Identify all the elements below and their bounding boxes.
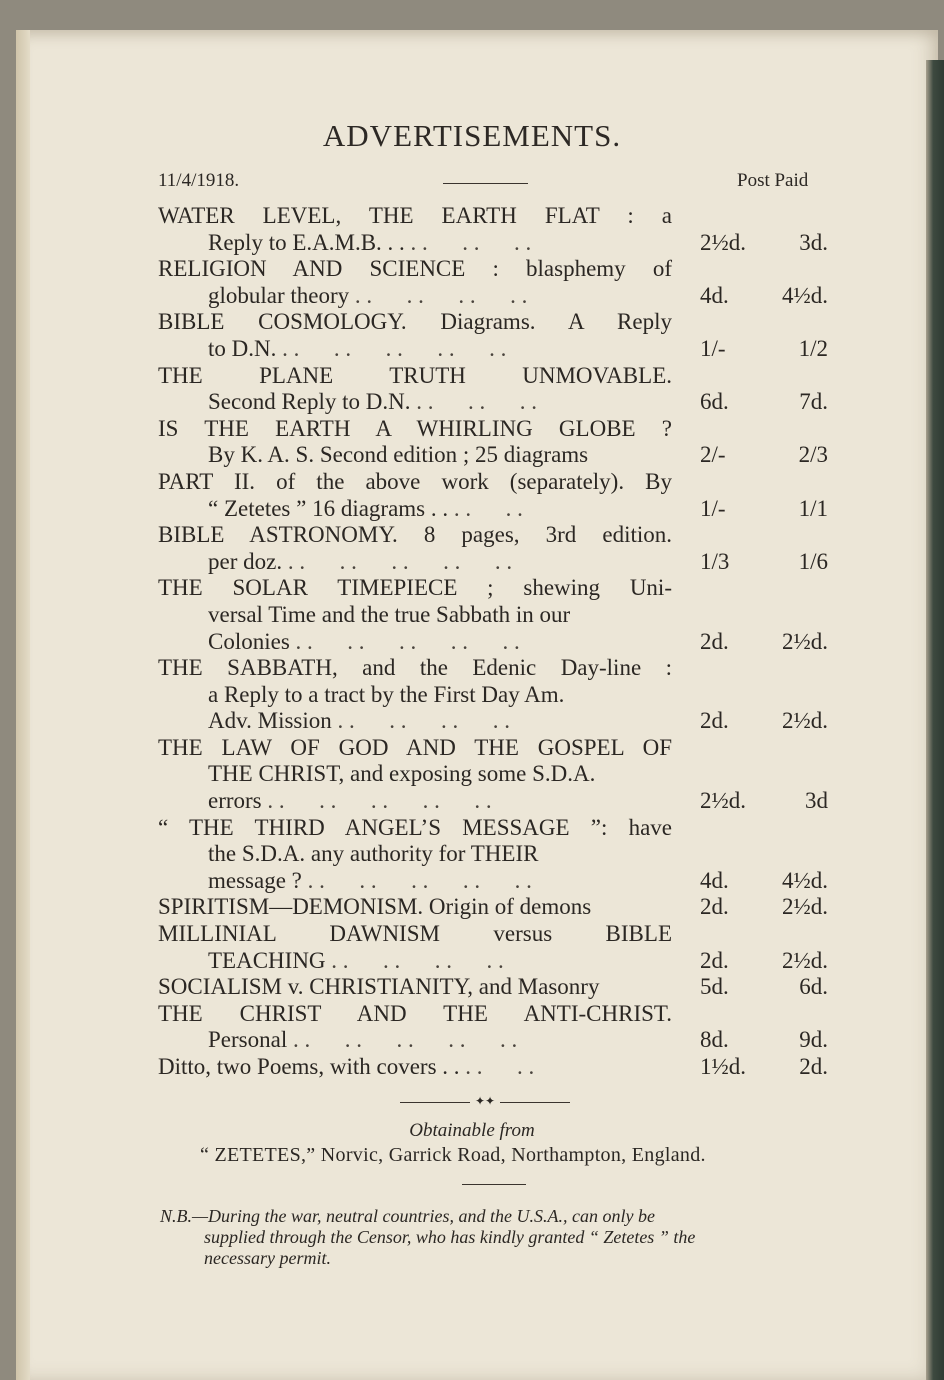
- list-item: [158, 469, 848, 522]
- entry-last-line: [158, 389, 848, 416]
- entry-title-line: IS THE EARTH A WHIRLING GLOBE ?: [158, 415, 672, 441]
- entry-text: “ Zetetes ” 16 diagrams . .: [208, 495, 449, 521]
- nb-line-2: supplied through the Censor, who has kindly granted “ Zetetes ” the: [204, 1227, 696, 1247]
- price: 1/-: [700, 495, 726, 521]
- entry-title-line: THE SABBATH, and the Edenic Day-line :: [158, 655, 672, 681]
- entry-title-line: PART II. of the above work (separately). By: [158, 468, 672, 494]
- leader-dots: . . . .: [465, 1054, 535, 1079]
- price: 2½d.: [700, 788, 746, 814]
- price: 1½d.: [700, 1054, 746, 1079]
- list-item: [158, 522, 848, 575]
- entry-title-line: MILLINIAL DAWNISM versus BIBLE: [158, 921, 672, 947]
- leader-dots: . . . . . . . . . .: [287, 548, 513, 574]
- entry-last-line: [158, 974, 848, 1001]
- price: 4d.: [700, 282, 729, 308]
- ornament-icon: ✦✦: [470, 1094, 500, 1109]
- entry-text: By K. A. S. Second edition ; 25 diagrams: [208, 442, 589, 468]
- leader-dots: . . . . . . . .: [337, 708, 510, 734]
- entry-text: Reply to E.A.M.B. . .: [208, 229, 405, 255]
- price: 2d.: [700, 628, 729, 654]
- entry-title-line: THE CHRIST, and exposing some S.D.A.: [208, 761, 596, 787]
- list-item: [158, 974, 848, 1001]
- post-paid-price: 1/6: [798, 548, 828, 574]
- price: 2/-: [700, 442, 726, 468]
- publisher-address: “ ZETETES,” Norvic, Garrick Road, Northampton, England.: [200, 1144, 706, 1166]
- leader-dots: . . . . . .: [410, 229, 532, 255]
- price: 1/3: [700, 548, 730, 574]
- list-item: [158, 655, 848, 735]
- price: 5d.: [700, 974, 729, 1000]
- post-paid-price: 4½d.: [782, 867, 828, 893]
- post-paid-price: 1/1: [798, 495, 828, 521]
- nb-line-3: necessary permit.: [204, 1248, 331, 1268]
- entry-title-line: THE LAW OF GOD AND THE GOSPEL OF: [158, 734, 672, 760]
- post-paid-price: 2/3: [798, 442, 828, 468]
- obtainable-from-label: Obtainable from: [409, 1120, 535, 1141]
- entry-title-line: THE SOLAR TIMEPIECE ; shewing Uni-: [158, 575, 672, 601]
- entry-last-line: [158, 788, 848, 815]
- price: 8d.: [700, 1027, 729, 1053]
- list-item: [158, 815, 848, 895]
- list-item: [158, 894, 848, 921]
- post-paid-price: 1/2: [798, 335, 828, 361]
- post-paid-price: 6d.: [799, 974, 828, 1000]
- entry-title-line: “ THE THIRD ANGEL’S MESSAGE ”: have: [158, 814, 672, 840]
- entry-last-line: [158, 336, 848, 363]
- leader-dots: . . . . . . . .: [331, 947, 504, 973]
- list-item: [158, 203, 848, 256]
- entry-text: Ditto, two Poems, with covers . .: [158, 1054, 460, 1079]
- list-item: [158, 309, 848, 362]
- entry-title-line: the S.D.A. any authority for THEIR: [208, 841, 539, 867]
- entry-last-line: [158, 1054, 848, 1081]
- entry-text: SOCIALISM v. CHRISTIANITY, and Masonry: [158, 974, 600, 1000]
- entry-title-line: THE CHRIST AND THE ANTI-CHRIST.: [158, 1000, 672, 1026]
- entry-last-line: [158, 442, 848, 469]
- entry-last-line: [158, 230, 848, 257]
- leader-dots: . . . . . .: [416, 389, 538, 415]
- entry-title-line: RELIGION AND SCIENCE : blasphemy of: [158, 256, 672, 282]
- list-item: [158, 1054, 848, 1081]
- entry-text: Personal: [208, 1027, 288, 1053]
- entry-title-line: WATER LEVEL, THE EARTH FLAT : a: [158, 203, 672, 228]
- post-paid-price: 2½d.: [782, 947, 828, 973]
- post-paid-price: 2d.: [799, 1054, 828, 1079]
- price: 2d.: [700, 947, 729, 973]
- entry-text: Second Reply to D.N.: [208, 389, 411, 415]
- post-paid-label: Post Paid: [737, 170, 809, 191]
- leader-dots: . . . . . . . . . .: [307, 867, 532, 893]
- entry-title-line: versal Time and the true Sabbath in our: [208, 601, 571, 627]
- entry-text: globular theory: [208, 282, 350, 308]
- post-paid-price: 2½d.: [782, 708, 828, 734]
- leader-dots: . . . . . . . .: [354, 282, 528, 308]
- entry-last-line: [158, 868, 848, 895]
- leader-dots: . . . . . . . . . .: [267, 788, 492, 814]
- entry-text: Colonies: [208, 628, 290, 654]
- nota-bene-note: [160, 1206, 832, 1269]
- book-cover-edge: [926, 60, 944, 1380]
- post-paid-price: 7d.: [799, 389, 828, 415]
- list-item: [158, 575, 848, 655]
- nb-line-1: N.B.—During the war, neutral countries, and the U.S.A., can only be: [160, 1206, 655, 1226]
- divider-rule: [462, 1184, 526, 1185]
- entry-last-line: [158, 496, 848, 523]
- entry-text: SPIRITISM—DEMONISM. Origin of demons: [158, 894, 592, 920]
- list-item: [158, 735, 848, 815]
- page-title: ADVERTISEMENTS.: [322, 118, 622, 153]
- price-list: [158, 203, 848, 1081]
- page-gutter: [16, 30, 30, 1380]
- entry-title-line: BIBLE COSMOLOGY. Diagrams. A Reply: [158, 309, 672, 335]
- entry-title-line: THE PLANE TRUTH UNMOVABLE.: [158, 362, 672, 388]
- entry-title-line: a Reply to a tract by the First Day Am.: [208, 681, 565, 707]
- entry-text: TEACHING: [208, 947, 326, 973]
- entry-last-line: [158, 629, 848, 656]
- price: 2d.: [700, 894, 729, 920]
- entry-last-line: [158, 948, 848, 975]
- list-item: [158, 363, 848, 416]
- entry-last-line: [158, 283, 848, 310]
- leader-dots: . . . .: [453, 495, 523, 521]
- post-paid-price: 3d: [805, 788, 828, 814]
- entry-last-line: [158, 894, 848, 921]
- list-item: [158, 921, 848, 974]
- price: 4d.: [700, 867, 729, 893]
- post-paid-price: 4½d.: [782, 282, 828, 308]
- entry-last-line: [158, 1027, 848, 1054]
- list-item: [158, 1001, 848, 1054]
- price: 6d.: [700, 389, 729, 415]
- list-item: [158, 256, 848, 309]
- entry-text: errors: [208, 788, 262, 814]
- post-paid-price: 3d.: [799, 229, 828, 255]
- leader-dots: . . . . . . . . . .: [292, 1027, 518, 1053]
- entry-text: per doz.: [208, 548, 283, 574]
- entry-text: message ?: [208, 867, 302, 893]
- entry-title-line: BIBLE ASTRONOMY. 8 pages, 3rd edition.: [158, 522, 672, 548]
- list-item: [158, 416, 848, 469]
- price: 2d.: [700, 708, 729, 734]
- date-label: 11/4/1918.: [158, 170, 240, 191]
- entry-text: Adv. Mission: [208, 708, 332, 734]
- price: 2½d.: [700, 229, 746, 255]
- price: 1/-: [700, 335, 726, 361]
- post-paid-price: 2½d.: [782, 628, 828, 654]
- leader-dots: . . . . . . . . . .: [282, 335, 507, 361]
- entry-text: to D.N.: [208, 335, 277, 361]
- entry-last-line: [158, 549, 848, 576]
- leader-dots: . . . . . . . . . .: [295, 628, 520, 654]
- post-paid-price: 9d.: [799, 1027, 828, 1053]
- post-paid-price: 2½d.: [782, 894, 828, 920]
- header-rule: [443, 183, 528, 184]
- entry-last-line: [158, 708, 848, 735]
